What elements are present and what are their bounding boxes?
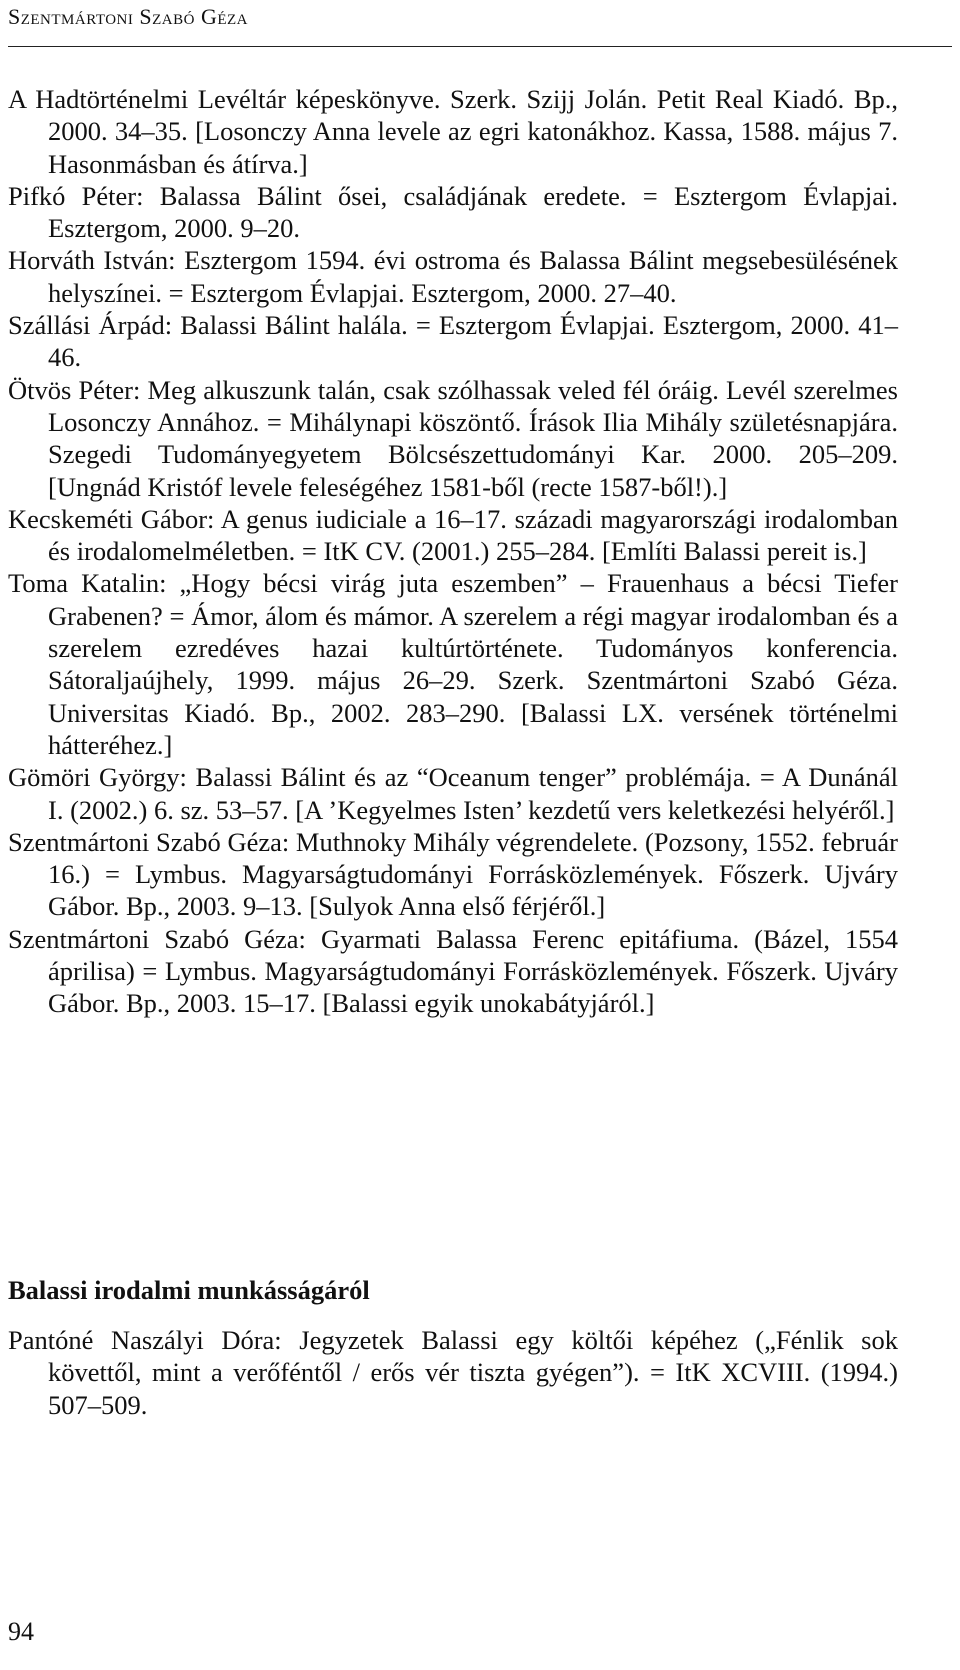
bibliography-list: [8, 83, 898, 1020]
bibliography-entry: Toma Katalin: „Hogy bécsi virág juta eszemben” – Frauenhaus a bécsi Tiefer Grabenen? = Ámor, álom és mámor. A szerelem a régi magyar irodalomban és a szerelem ezredéves hazai kultúrtörténete. Tudományos konferencia. Sátoraljaújhely, 1999. május 26–29. Szerk. Szentmártoni Szabó Géza. Universitas Kiadó. Bp., 2002. 283–290. [Balassi LX. versének történelmi hátteréhez.]: [8, 568, 898, 760]
bibliography-entry: Pifkó Péter: Balassa Bálint ősei, családjának eredete. = Esztergom Évlapjai. Esztergom, 2000. 9–20.: [8, 180, 898, 244]
header-rule: [8, 46, 952, 47]
bibliography-entry: Gömöri György: Balassi Bálint és az “Oceanum tenger” problémája. = A Dunánál I. (2002.) 6. sz. 53–57. [A ’Kegyelmes Isten’ kezdetű vers keletkezési helyéről.]: [8, 762, 898, 825]
bibliography-entry: Horváth István: Esztergom 1594. évi ostroma és Balassa Bálint megsebesülésének helyszínei. = Esztergom Évlapjai. Esztergom, 2000. 27–40.: [8, 245, 898, 308]
bibliography-entry: Szentmártoni Szabó Géza: Muthnoky Mihály végrendelete. (Pozsony, 1552. február 16.) = Lymbus. Magyarságtudományi Forrásközlemények. Főszerk. Ujváry Gábor. Bp., 2003. 9–13. [Sulyok Anna első férjéről.]: [8, 826, 898, 922]
section-heading: Balassi irodalmi munkásságáról: [8, 1275, 370, 1305]
section-bibliography-list: [8, 1324, 898, 1421]
bibliography-entry: A Hadtörténelmi Levéltár képeskönyve. Szerk. Szijj Jolán. Petit Real Kiadó. Bp., 2000. 34–35. [Losonczy Anna levele az egri katonákhoz. Kassa, 1588. május 7. Hasonmásban és átírva.]: [8, 84, 898, 179]
running-head: Szentmártoni Szabó Géza: [8, 4, 248, 29]
bibliography-entry: Ötvös Péter: Meg alkuszunk talán, csak szólhassak veled fél óráig. Levél szerelmes Losonczy Annához. = Mihálynapi köszöntő. Írások Ilia Mihály születésnapjára. Szegedi Tudományegyetem Bölcsészettudományi Kar. 2000. 205–209. [Ungnád Kristóf levele feleségéhez 1581-ből (recte 1587-ből!).]: [8, 374, 898, 502]
bibliography-entry: Szállási Árpád: Balassi Bálint halála. = Esztergom Évlapjai. Esztergom, 2000. 41–46.: [8, 310, 898, 373]
bibliography-entry: Kecskeméti Gábor: A genus iudiciale a 16–17. századi magyarországi irodalomban és irodalomelméletben. = ItK CV. (2001.) 255–284. [Említi Balassi pereit is.]: [8, 503, 898, 567]
page-number: 94: [8, 1617, 34, 1646]
bibliography-entry: Szentmártoni Szabó Géza: Gyarmati Balassa Ferenc epitáfiuma. (Bázel, 1554 áprilisa) = Lymbus. Magyarságtudományi Forrásközlemények. Főszerk. Ujváry Gábor. Bp., 2003. 15–17. [Balassi egyik unokabátyjáról.]: [8, 923, 898, 1019]
bibliography-entry: Pantóné Naszályi Dóra: Jegyzetek Balassi egy költői képéhez („Fénlik sok követtől, mint a verőféntől / erős vér tiszta gyégen”). = ItK XCVIII. (1994.) 507–509.: [8, 1325, 898, 1420]
